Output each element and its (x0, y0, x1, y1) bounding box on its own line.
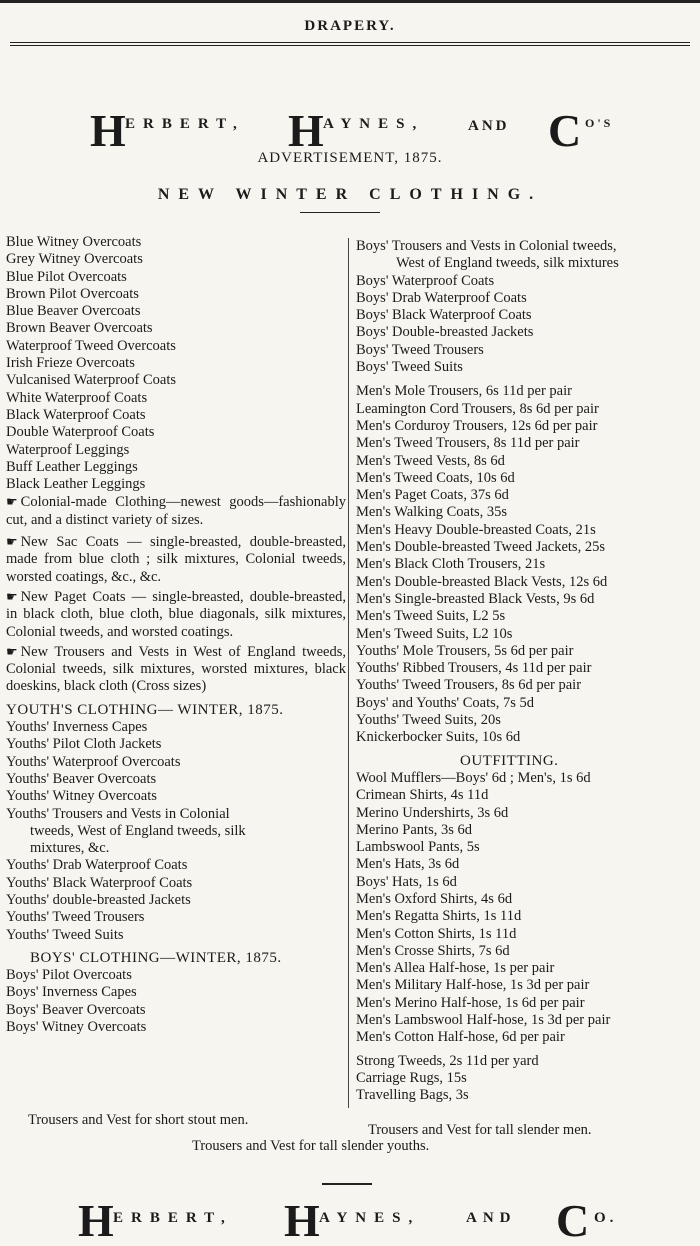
list-item: Youths' Waterproof Overcoats (6, 753, 181, 770)
bottom-word-herbert: ERBERT, (113, 1210, 233, 1226)
paragraph-text: New Paget Coats — single-breasted, double-breasted, in black cloth, blue cloth, blue diagonals, silk mixtures, Colonial tweeds, and worsted coatings. (6, 588, 346, 640)
bottom-cap-h2: H (284, 1195, 320, 1246)
paragraph-sac-coats (6, 533, 346, 586)
bottom-short-rule (322, 1183, 372, 1185)
list-item: Men's Tweed Suits, L2 5s (356, 608, 506, 625)
list-item: Knickerbocker Suits, 10s 6d (356, 729, 521, 746)
list-item: Men's Allea Half-hose, 1s per pair (356, 960, 555, 977)
list-item: Waterproof Leggings (6, 441, 130, 458)
list-item: Men's Tweed Coats, 10s 6d (356, 469, 515, 486)
list-item: tweeds, West of England tweeds, silk (30, 822, 246, 839)
list-item: Men's Paget Coats, 37s 6d (356, 487, 509, 504)
title-cap-c: C (548, 105, 582, 156)
list-item: Double Waterproof Coats (6, 424, 155, 441)
footer-tall-slender-men: Trousers and Vest for tall slender men. (368, 1122, 592, 1138)
list-item: Youths' Tweed Trousers, 8s 6d per pair (356, 677, 582, 694)
subtitle-rule (300, 212, 380, 213)
title-word-co: O'S (585, 116, 614, 130)
paragraph-paget-coats (6, 588, 346, 641)
column-divider (348, 238, 349, 1108)
title-cap-h1: H (90, 105, 126, 156)
pointing-hand-icon: ☛ (6, 588, 18, 604)
list-item: Grey Witney Overcoats (6, 251, 143, 268)
pointing-hand-icon: ☛ (6, 534, 18, 550)
list-item: Men's Crosse Shirts, 7s 6d (356, 942, 510, 959)
bottom-cap-h1: H (78, 1195, 114, 1246)
pointing-hand-icon: ☛ (6, 494, 18, 510)
list-item: Irish Frieze Overcoats (6, 355, 135, 372)
list-item: Youths' Black Waterproof Coats (6, 874, 193, 891)
list-item: Boys' Trousers and Vests in Colonial tweeds, (356, 238, 617, 254)
list-item: Men's Walking Coats, 35s (356, 504, 508, 521)
list-item: Boys' Hats, 1s 6d (356, 873, 457, 890)
list-item: Crimean Shirts, 4s 11d (356, 787, 489, 804)
list-item: Men's Military Half-hose, 1s 3d per pair (356, 977, 590, 994)
list-item: Men's Tweed Vests, 8s 6d (356, 452, 505, 469)
list-item: Black Leather Leggings (6, 476, 146, 493)
title-word-and: AND (468, 118, 510, 134)
list-item: Boys' Inverness Capes (6, 984, 137, 1001)
list-item: West of England tweeds, silk mixtures (396, 255, 619, 272)
list-item: Brown Beaver Overcoats (6, 320, 153, 337)
list-item: Boys' Pilot Overcoats (6, 967, 132, 984)
list-item: Boys' Double-breasted Jackets (356, 324, 534, 341)
boys-heading: BOYS' CLOTHING—WINTER, 1875. (30, 949, 282, 966)
list-item: Youths' Beaver Overcoats (6, 770, 157, 787)
right-column (356, 238, 700, 1105)
list-item: Carriage Rugs, 15s (356, 1069, 467, 1086)
list-item: Wool Mufflers—Boys' 6d ; Men's, 1s 6d (356, 769, 591, 786)
paragraph-trousers-vests (6, 643, 346, 696)
list-item: Youths' Tweed Suits (6, 926, 124, 943)
list-item: Leamington Cord Trousers, 8s 6d per pair (356, 400, 599, 417)
list-item: Men's Double-breasted Tweed Jackets, 25s (356, 539, 605, 556)
list-item: Youths' Pilot Cloth Jackets (6, 736, 162, 753)
list-item: Men's Regatta Shirts, 1s 11d (356, 908, 522, 925)
title-word-haynes: AYNES, (323, 116, 425, 132)
list-item: Men's Tweed Suits, L2 10s (356, 625, 513, 642)
list-item: Boys' Tweed Trousers (356, 341, 484, 358)
section-rule-2 (10, 45, 690, 46)
list-item: Men's Heavy Double-breasted Coats, 21s (356, 521, 596, 538)
section-heading: DRAPERY. (304, 18, 396, 34)
list-item: Youths' Drab Waterproof Coats (6, 857, 188, 874)
bottom-cap-c: C (556, 1195, 590, 1246)
list-item: Black Waterproof Coats (6, 406, 146, 423)
new-winter-clothing: NEW WINTER CLOTHING. (157, 186, 543, 203)
list-item: Youths' Inverness Capes (6, 719, 148, 736)
list-item: Boys' Tweed Suits (356, 359, 463, 376)
bottom-signature (0, 1195, 700, 1246)
list-item: Men's Merino Half-hose, 1s 6d per pair (356, 994, 585, 1011)
list-item: Lambswool Pants, 5s (356, 839, 480, 856)
list-item: Strong Tweeds, 2s 11d per yard (356, 1052, 539, 1069)
list-item: mixtures, &c. (30, 840, 110, 857)
list-item: Boys' Drab Waterproof Coats (356, 289, 527, 306)
list-item: Men's Corduroy Trousers, 12s 6d per pair (356, 417, 598, 434)
list-item: Boys' and Youths' Coats, 7s 5d (356, 694, 535, 711)
list-item: Boys' Waterproof Coats (356, 272, 495, 289)
list-item: Men's Cotton Shirts, 1s 11d (356, 925, 517, 942)
paragraph-colonial (6, 493, 346, 529)
list-item: Vulcanised Waterproof Coats (6, 372, 177, 389)
list-item: Youths' Trousers and Vests in Colonial (6, 805, 230, 822)
list-item: Youths' Ribbed Trousers, 4s 11d per pair (356, 660, 592, 677)
list-item: Men's Black Cloth Trousers, 21s (356, 556, 546, 573)
footer-tall-slender-youths: Trousers and Vest for tall slender youths. (192, 1138, 430, 1154)
list-item: Youths' Tweed Trousers (6, 909, 145, 926)
list-item: Boys' Beaver Overcoats (6, 1001, 146, 1018)
list-item: Youths' Tweed Suits, 20s (356, 712, 501, 729)
list-item: Boys' Witney Overcoats (6, 1019, 147, 1036)
paragraph-text: Colonial-made Clothing—newest goods—fashionably cut, and a distinct variety of sizes. (6, 494, 346, 528)
bottom-word-and: AND (466, 1210, 517, 1226)
list-item: Men's Oxford Shirts, 4s 6d (356, 890, 513, 907)
list-item: Youths' Mole Trousers, 5s 6d per pair (356, 642, 574, 659)
footer-short-stout: Trousers and Vest for short stout men. (28, 1112, 249, 1128)
list-item: Men's Tweed Trousers, 8s 11d per pair (356, 435, 580, 452)
paragraph-text: New Trousers and Vests in West of England tweeds, Colonial tweeds, silk mixtures, worsted mixtures, black doeskins, black cloth (Cross sizes) (6, 643, 346, 695)
list-item: Boys' Black Waterproof Coats (356, 307, 532, 324)
title-cap-h2: H (288, 105, 324, 156)
list-item: Men's Mole Trousers, 6s 11d per pair (356, 383, 572, 400)
advertisement-line: ADVERTISEMENT, 1875. (257, 150, 443, 166)
list-item: Merino Pants, 3s 6d (356, 821, 472, 838)
list-item: Youths' Witney Overcoats (6, 788, 157, 805)
list-item: Youths' double-breasted Jackets (6, 891, 191, 908)
list-item: Blue Witney Overcoats (6, 234, 142, 250)
list-item: Blue Beaver Overcoats (6, 303, 141, 320)
section-rule-1 (10, 42, 690, 43)
outfitting-heading: OUTFITTING. (460, 752, 559, 769)
list-item: Travelling Bags, 3s (356, 1087, 469, 1104)
list-item: Men's Single-breasted Black Vests, 9s 6d (356, 590, 595, 607)
bottom-word-haynes: AYNES, (319, 1210, 421, 1226)
bottom-word-co: O. (594, 1210, 618, 1226)
list-item: Brown Pilot Overcoats (6, 285, 139, 302)
list-item: Waterproof Tweed Overcoats (6, 337, 176, 354)
pointing-hand-icon: ☛ (6, 643, 18, 659)
top-rule-thick (0, 0, 700, 3)
list-item: Buff Leather Leggings (6, 458, 138, 475)
list-item: Merino Undershirts, 3s 6d (356, 804, 509, 821)
title-word-herbert: ERBERT, (125, 116, 245, 132)
list-item: Men's Lambswool Half-hose, 1s 3d per pair (356, 1012, 611, 1029)
left-column (6, 234, 346, 1036)
paragraph-text: New Sac Coats — single-breasted, double-breasted, made from blue cloth ; silk mixtures, Colonial tweeds, worsted coatings, &c., &c. (6, 534, 346, 585)
list-item: Blue Pilot Overcoats (6, 268, 127, 285)
youths-heading: YOUTH'S CLOTHING— WINTER, 1875. (6, 701, 284, 718)
list-item: Men's Cotton Half-hose, 6d per pair (356, 1029, 565, 1046)
list-item: Men's Hats, 3s 6d (356, 856, 460, 873)
list-item: White Waterproof Coats (6, 389, 148, 406)
list-item: Men's Double-breasted Black Vests, 12s 6d (356, 573, 608, 590)
